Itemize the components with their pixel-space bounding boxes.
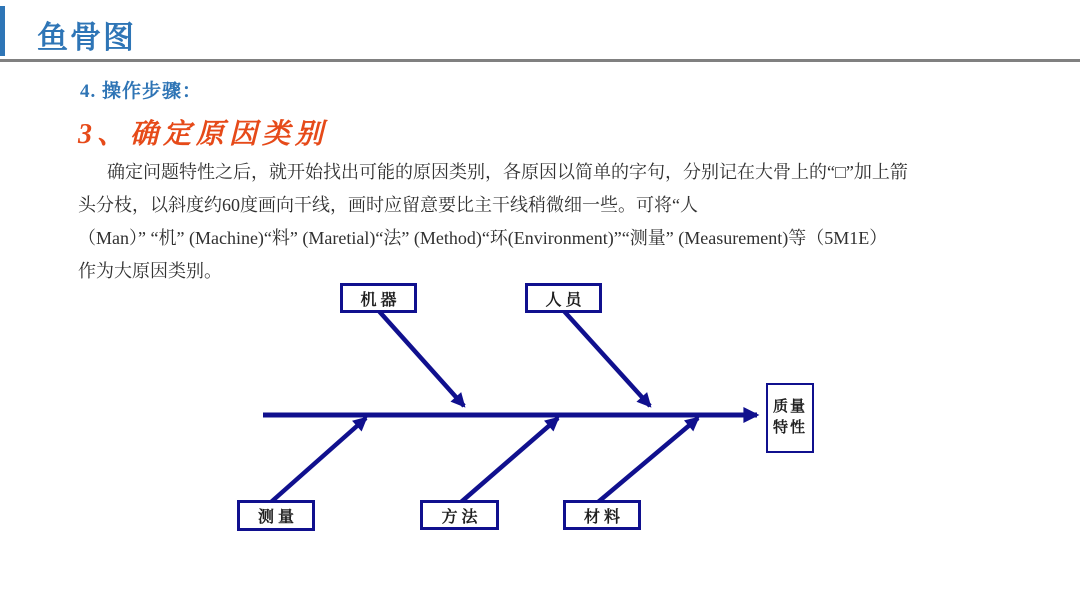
category-box-method xyxy=(420,500,499,530)
branch-method-arrow xyxy=(460,418,558,503)
branch-person-arrow xyxy=(563,310,650,406)
category-label-machine: 机器 xyxy=(360,291,401,309)
effect-label-line1: 质量 xyxy=(772,399,807,415)
category-label-material: 材料 xyxy=(583,508,624,526)
paragraph-line-4: 作为大原因类别。 xyxy=(78,261,222,281)
category-box-material xyxy=(563,500,641,530)
branch-machine-arrow xyxy=(378,310,464,406)
paragraph-line-1: 确定问题特性之后，就开始找出可能的原因类别，各原因以简单的字句，分别记在大骨上的“□”加上箭 xyxy=(107,162,908,182)
branch-measure-arrow xyxy=(270,418,366,503)
category-box-person xyxy=(525,283,602,313)
paragraph-line-3: （Man）” “机” (Machine)“料” (Maretial)“法” (Method)“环(Environment)”“测量” (Measurement)等（5M1E） xyxy=(78,228,888,248)
paragraph-line-2: 头分枝，以斜度约60度画向干线，画时应留意要比主干线稍微细一些。可将“人 xyxy=(78,195,698,215)
category-label-person: 人员 xyxy=(545,291,586,309)
category-label-measure: 测量 xyxy=(257,509,298,526)
effect-box-quality-characteristic xyxy=(766,383,814,453)
page-title: 鱼骨图 xyxy=(37,20,136,55)
category-label-method: 方法 xyxy=(441,508,482,526)
step-label: 4. 操作步骤： xyxy=(80,81,203,102)
section-heading: 3、确定原因类别 xyxy=(78,119,329,150)
effect-label-line2: 特性 xyxy=(772,420,807,436)
branch-material-arrow xyxy=(597,418,698,503)
category-box-measure xyxy=(237,500,315,531)
category-box-machine xyxy=(340,283,417,313)
